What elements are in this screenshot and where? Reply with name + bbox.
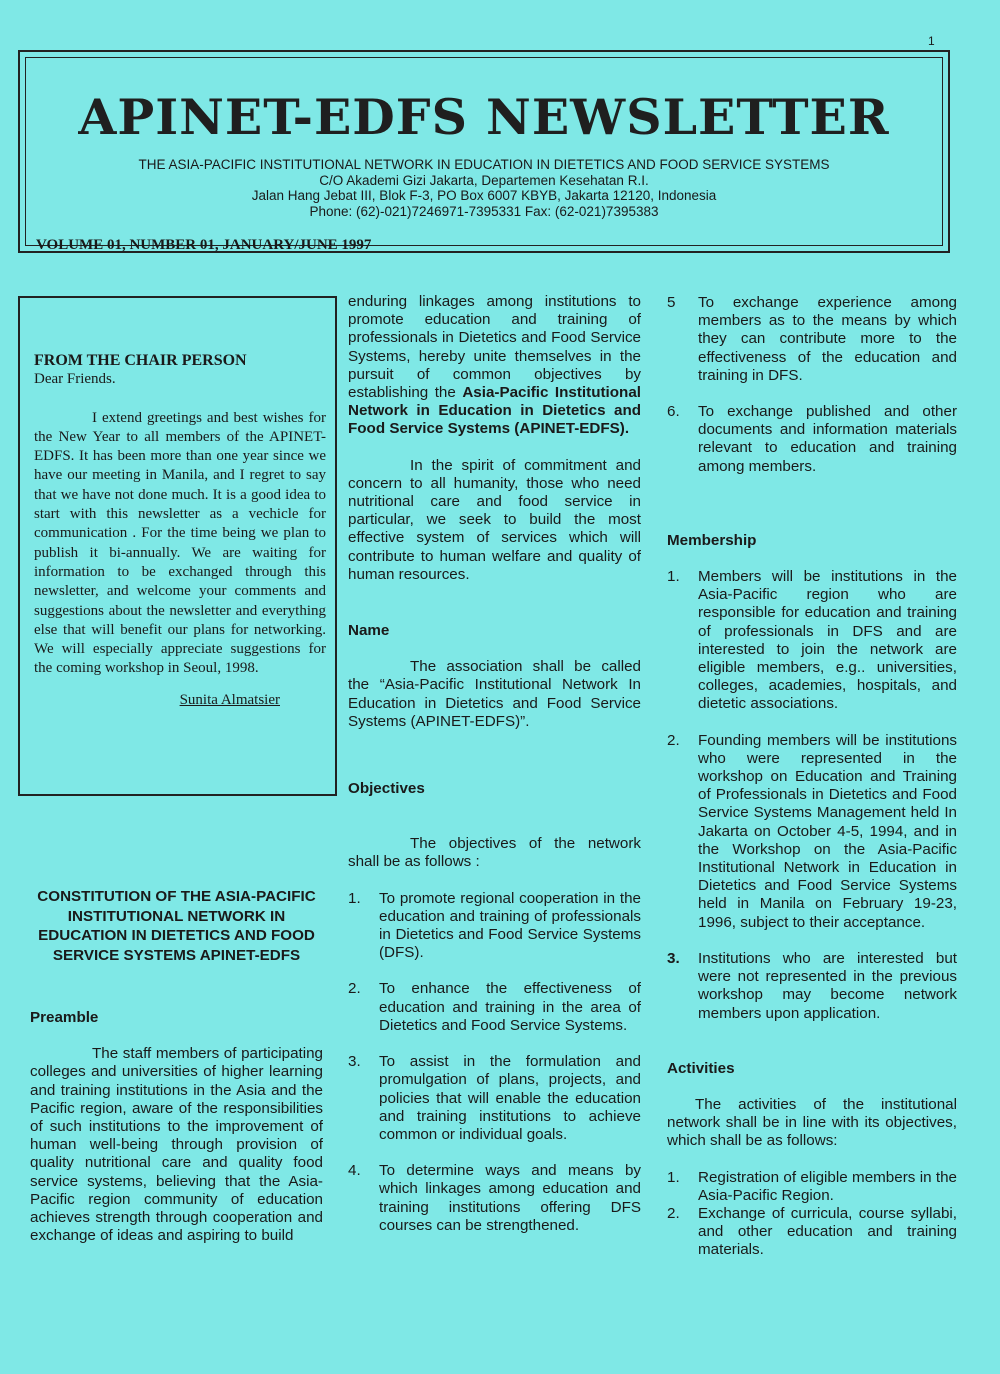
activities-list bbox=[667, 1169, 957, 1260]
name-heading: Name bbox=[348, 622, 390, 640]
chair-letter-box bbox=[18, 296, 337, 796]
chair-heading: FROM THE CHAIR PERSON bbox=[34, 352, 247, 369]
objectives-heading: Objectives bbox=[348, 780, 425, 798]
membership-list bbox=[667, 568, 957, 1023]
list-item: 1. To promote regional cooperation in the education and training of professionals in Dietetics and Food Service Systems (DFS). bbox=[348, 889, 641, 962]
list-item: 6. To exchange published and other documents and information materials relevant to education and training among members. bbox=[667, 403, 957, 475]
preamble-text: The staff members of participating colleges and universities of higher learning and training institutions in the Asia and the Pacific region, aware of the responsibilities of such institutions to the improvement of human well-being through provision of quality nutritional care and quality food service systems, believing that the Asia-Pacific region community of education achieves strength through cooperation and exchange of ideas and aspiring to build bbox=[30, 1045, 323, 1245]
list-item: 4. To determine ways and means by which linkages among education and training institutions offering DFS courses can be strengthened. bbox=[348, 1162, 641, 1234]
organization-name: THE ASIA-PACIFIC INSTITUTIONAL NETWORK IN EDUCATION IN DIETETICS AND FOOD SERVICE SYSTEMS bbox=[138, 157, 830, 172]
membership-heading: Membership bbox=[667, 531, 757, 549]
preamble-continued bbox=[348, 293, 641, 439]
objectives-list bbox=[348, 890, 641, 1235]
volume-line: VOLUME 01, NUMBER 01, JANUARY/JUNE 1997 bbox=[36, 237, 372, 253]
list-item: 1. Members will be institutions in the Asia-Pacific region who are responsible for education and training of professionals in DFS and are interested to join the network are eligible members, e.g.. universities, colleges, academies, hospitals, and dietetic associations. bbox=[667, 568, 957, 713]
list-item: 3. Institutions who are interested but were not represented in the previous workshop may become network members upon application. bbox=[667, 949, 957, 1022]
activities-intro: The activities of the institutional network shall be in line with its objectives, which shall be as follows: bbox=[667, 1095, 957, 1150]
corner-mark: 1 bbox=[928, 34, 935, 48]
list-item: 1. Registration of eligible members in the Asia-Pacific Region. bbox=[667, 1168, 957, 1204]
address-line-1: C/O Akademi Gizi Jakarta, Departemen Kesehatan R.I. bbox=[319, 172, 649, 188]
address-line-2: Jalan Hang Jebat III, Blok F-3, PO Box 6007 KBYB, Jakarta 12120, Indonesia bbox=[251, 188, 717, 203]
objectives-intro: The objectives of the network shall be as follows : bbox=[348, 835, 641, 871]
preamble-heading: Preamble bbox=[30, 1009, 99, 1026]
constitution-section bbox=[30, 887, 323, 1245]
name-paragraph: The association shall be called the “Asia-Pacific Institutional Network In Education in Dietetics and Food Service Systems (APINET-EDFS)”. bbox=[348, 658, 641, 730]
objectives-list-continued bbox=[667, 294, 957, 476]
list-item: 2. Founding members will be institutions who were represented in the workshop on Education and Training of Professionals in Dietetics and Food Service Systems Management held In Jakarta on October 4-5, 1994, and in the Workshop on the Asia-Pacific Institutional Network in Education in Dietetics and Food Service Systems held in Manila on February 19-23, 1996, subject to their acceptance. bbox=[667, 731, 957, 931]
masthead-inner-frame bbox=[25, 57, 943, 253]
chair-letter-body: I extend greetings and best wishes for the New Year to all members of the APINET-EDFS. It has been more than one year since we have our meeting in Manila, and I regret to say that we have not done much. It is a good idea to start with this newsletter as a vechicle for communication . For the time being we plan to publish it bi-annually. We are waiting for information to be exchanged through this newsletter, and welcome your comments and suggestions about the newsletter and everything else that will benefit our plans for networking. We will especially appreciate suggestions for the coming workshop in Seoul, 1998. bbox=[34, 409, 326, 677]
list-item: 2. To enhance the effectiveness of education and training in the area of Dietetics and Food Service Systems. bbox=[348, 980, 641, 1034]
activities-heading: Activities bbox=[667, 1059, 735, 1077]
masthead-subtitle bbox=[26, 157, 942, 219]
network-name: Asia-Pacific Institutional Network in Education in Dietetics and Food Service Systems (APINET-EDFS). bbox=[348, 384, 641, 438]
masthead bbox=[18, 50, 950, 253]
newsletter-title: APINET-EDFS NEWSLETTER bbox=[78, 88, 890, 146]
chair-salutation: Dear Friends. bbox=[34, 371, 116, 388]
list-item: 2. Exchange of curricula, course syllabi, and other education and training materials. bbox=[667, 1204, 957, 1259]
constitution-title: CONSTITUTION OF THE ASIA-PACIFIC INSTITUTIONAL NETWORK IN EDUCATION IN DIETETICS AND FOOD SERVICE SYSTEMS APINET-EDFS bbox=[37, 888, 316, 964]
chair-signature: Sunita Almatsier bbox=[179, 691, 280, 708]
list-item: 3. To assist in the formulation and promulgation of plans, projects, and policies that will enable the education and training institutions to achieve common or individual goals. bbox=[348, 1053, 641, 1143]
column-2 bbox=[348, 293, 641, 1235]
phone-fax: Phone: (62)-021)7246971-7395331 Fax: (62-021)7395383 bbox=[309, 203, 659, 219]
column-3 bbox=[667, 294, 957, 1260]
spirit-paragraph: In the spirit of commitment and concern to all humanity, those who need nutritional care and food service in particular, we seek to build the most effective system of services which will contribute to human welfare and quality of human resources. bbox=[348, 456, 641, 583]
preamble-continued-text: enduring linkages among institutions to promote education and training of professionals in Dietetics and Food Service Systems, hereby unite themselves in the pursuit of common objectives by establishing the bbox=[348, 293, 641, 402]
list-item: 5 To exchange experience among members as to the means by which they can contribute more to the effectiveness of the education and training in DFS. bbox=[667, 294, 957, 384]
